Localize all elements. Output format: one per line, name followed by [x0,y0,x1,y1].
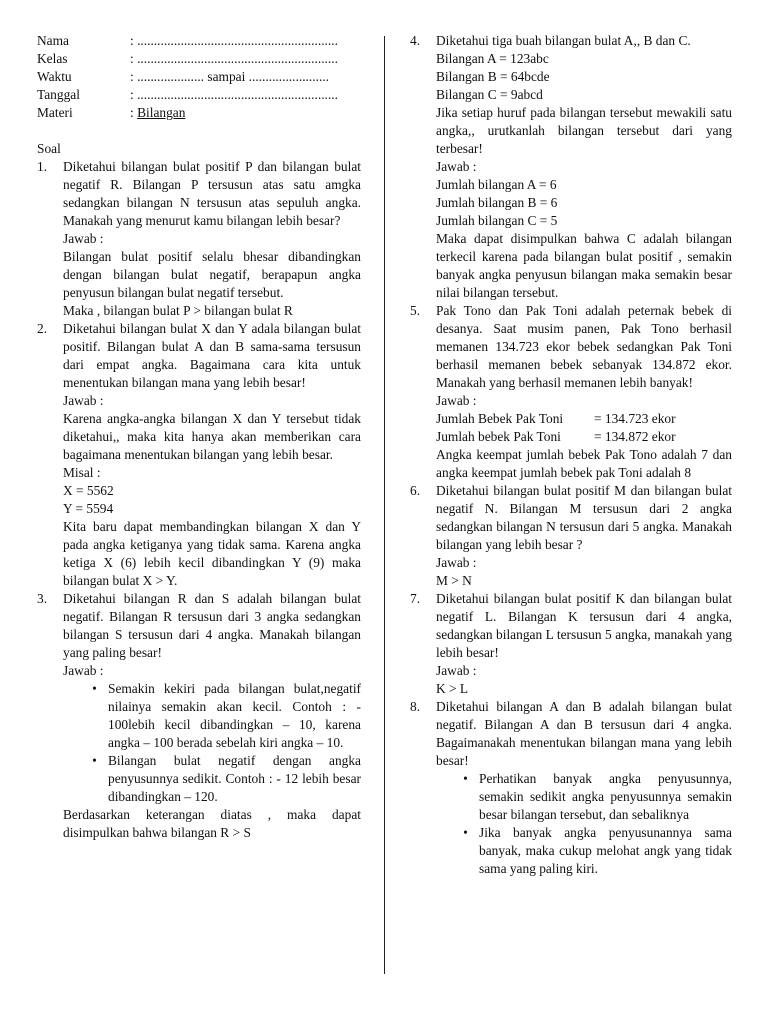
list-item [452,770,732,824]
given-c: Bilangan C = 9abcd [436,87,543,102]
class-field: : ............................................................ [130,51,338,66]
student-info-header [37,32,361,122]
question-text: Diketahui bilangan R dan S adalah bilangan bulat negatif. Bilangan R tersusun dari 3 angka sedangkan bilangan S tersusun dari 4 angka. Manakah bilangan yang paling besar! [63,591,361,660]
question-text: Diketahui tiga buah bilangan bulat A,, B dan C. [436,33,691,48]
answer-label: Jawab : [436,393,477,408]
right-column [410,32,732,878]
list-item [81,752,361,806]
date-field: : ............................................................ [130,87,338,102]
sum-a: Jumlah bilangan A = 6 [436,177,557,192]
row-key: Jumlah bebek Pak Toni [436,429,561,444]
example-x: X = 5562 [63,483,114,498]
answer-label: Jawab : [63,231,104,246]
topic-colon: : [130,105,138,120]
question-number: 4. [410,33,421,48]
duck-count-table [436,410,732,446]
answer-text: Bilangan bulat positif selalu bhesar dibandingkan dengan bilangan bulat negatif, berapapun angka penyusun bilangan bulat negatif tersebut. [63,249,361,300]
answer-conclusion: Maka dapat disimpulkan bahwa C adalah bilangan terkecil karena pada bilangan bulat positif , semakin banyak angka penyusun bilangan maka semakin besar nilai bilangan tersebut. [436,231,732,300]
question-text: Diketahui bilangan bulat positif P dan bilangan bulat negatif R. Bilangan P tersusun atas satu amgka sedangkan bilangan N tersusun atas sepuluh angka. Manakah yang menurut kamu bilangan lebih besar? [63,159,361,228]
list-item [81,680,361,752]
row-value: = 134.723 ekor [594,411,676,426]
row-value: = 134.872 ekor [594,429,676,444]
table-row [436,410,732,428]
answer-conclusion: Angka keempat jumlah bebek Pak Tono adalah 7 dan angka keempat jumlah bebek pak Toni adalah 8 [436,447,732,480]
answer-label: Jawab : [436,663,477,678]
header-row-kelas [37,50,361,68]
example-y: Y = 5594 [63,501,114,516]
section-title: Soal [37,141,61,156]
bullet-text: Jika banyak angka penyusunannya sama banyak, maka cukup melohat angk yang tidak sama yang paling kiri. [479,825,732,876]
column-divider [384,36,385,974]
answer-bullets [452,770,732,878]
question-6 [410,482,732,590]
bullet-icon: • [463,771,468,786]
header-label: Waktu [37,69,72,84]
answer-label: Jawab : [63,393,104,408]
answer-label: Jawab : [436,159,477,174]
answer-text: M > N [436,573,472,588]
bullet-text: Bilangan bulat negatif dengan angka penyusunnya sedikit. Contoh : - 12 lebih besar dibandingkan – 120. [108,753,361,804]
bullet-icon: • [92,753,97,768]
question-number: 6. [410,483,421,498]
question-text: Pak Tono dan Pak Toni adalah peternak bebek di desanya. Saat musim panen, Pak Tono berhasil memanen 134.723 ekor bebek sedangkan Pak Toni berhasil memanen bebek sebanyak 134.872 ekor. Manakah yang berhasil memanen lebih banyak! [436,303,732,390]
question-number: 3. [37,591,48,606]
header-row-materi [37,104,361,122]
question-number: 1. [37,159,48,174]
bullet-icon: • [463,825,468,840]
answer-text: Karena angka-angka bilangan X dan Y tersebut tidak diketahui,, maka kita hanya akan memberikan cara bagaimana menentukan bilangan yang lebih besar. [63,411,361,462]
name-field: : ............................................................ [130,33,338,48]
answer-bullets [81,680,361,806]
answer-conclusion: Berdasarkan keterangan diatas , maka dapat disimpulkan bahwa bilangan R > S [63,807,361,840]
header-label: Materi [37,105,73,120]
question-5 [410,302,732,482]
topic-value: Bilangan [137,105,186,120]
time-field: : .................... sampai ........................ [130,69,329,84]
header-label: Nama [37,33,69,48]
header-row-tanggal [37,86,361,104]
question-text: Diketahui bilangan bulat X dan Y adala bilangan bulat positif. Bilangan bulat A dan B sama-sama tersusun dari empat angka. Bagaimana cara kita untuk menentukan bilangan mana yang lebih besar! [63,321,361,390]
header-label: Tanggal [37,87,80,102]
table-row [436,428,732,446]
question-number: 2. [37,321,48,336]
header-label: Kelas [37,51,68,66]
question-text: Diketahui bilangan A dan B adalah bilangan bulat negatif. Bilangan A dan B tersusun dari 4 angka. Bagaimanakah menentukan bilangan mana yang lebih besar! [436,699,732,768]
bullet-text: Perhatikan banyak angka penyusunnya, semakin sedikit angka penyusunnya semakin besar bilangan tersebut, dan sebaliknya [479,771,732,822]
given-a: Bilangan A = 123abc [436,51,549,66]
header-row-waktu [37,68,361,86]
list-item [452,824,732,878]
question-text: Diketahui bilangan bulat positif K dan bilangan bulat negatif L. Bilangan K tersusun dari 4 angka, sedangkan bilangan L tersusun 5 angka, manakah yang lebih besar! [436,591,732,660]
question-number: 7. [410,591,421,606]
answer-conclusion: Kita baru dapat membandingkan bilangan X dan Y pada angka ketiganya yang tidak sama. Karena angka ketiga X (6) lebih kecil dibandingkan Y (9) maka bilangan bulat X > Y. [63,519,361,588]
question-4 [410,32,732,302]
question-1 [37,158,361,320]
question-3 [37,590,361,842]
bullet-icon: • [92,681,97,696]
question-text: Diketahui bilangan bulat positif M dan bilangan bulat negatif N. Bilangan M tersusun dari 2 angka sedangkan bilangan N tersusun dari 5 angka. Manakah bilangan yang lebih besar ? [436,483,732,552]
question-7 [410,590,732,698]
example-label: Misal : [63,465,101,480]
question-number: 5. [410,303,421,318]
topic-field [130,104,361,122]
question-8 [410,698,732,878]
question-2 [37,320,361,590]
answer-label: Jawab : [436,555,477,570]
row-key: Jumlah Bebek Pak Toni [436,411,564,426]
answer-text: K > L [436,681,469,696]
left-column [37,32,361,842]
given-b: Bilangan B = 64bcde [436,69,550,84]
bullet-text: Semakin kekiri pada bilangan bulat,negatif nilainya semakin akan kecil. Contoh : - 100lebih kecil dibandingkan – 10, karena angka – 100 berada sebelah kiri angka – 10. [108,681,361,750]
answer-conclusion: Maka , bilangan bulat P > bilangan bulat R [63,303,293,318]
header-row-nama [37,32,361,50]
answer-label: Jawab : [63,663,104,678]
question-text-2: Jika setiap huruf pada bilangan tersebut mewakili satu angka,, urutkanlah bilangan tersebut dari yang terbesar! [436,105,732,156]
question-number: 8. [410,699,421,714]
sum-b: Jumlah bilangan B = 6 [436,195,558,210]
sum-c: Jumlah bilangan C = 5 [436,213,558,228]
